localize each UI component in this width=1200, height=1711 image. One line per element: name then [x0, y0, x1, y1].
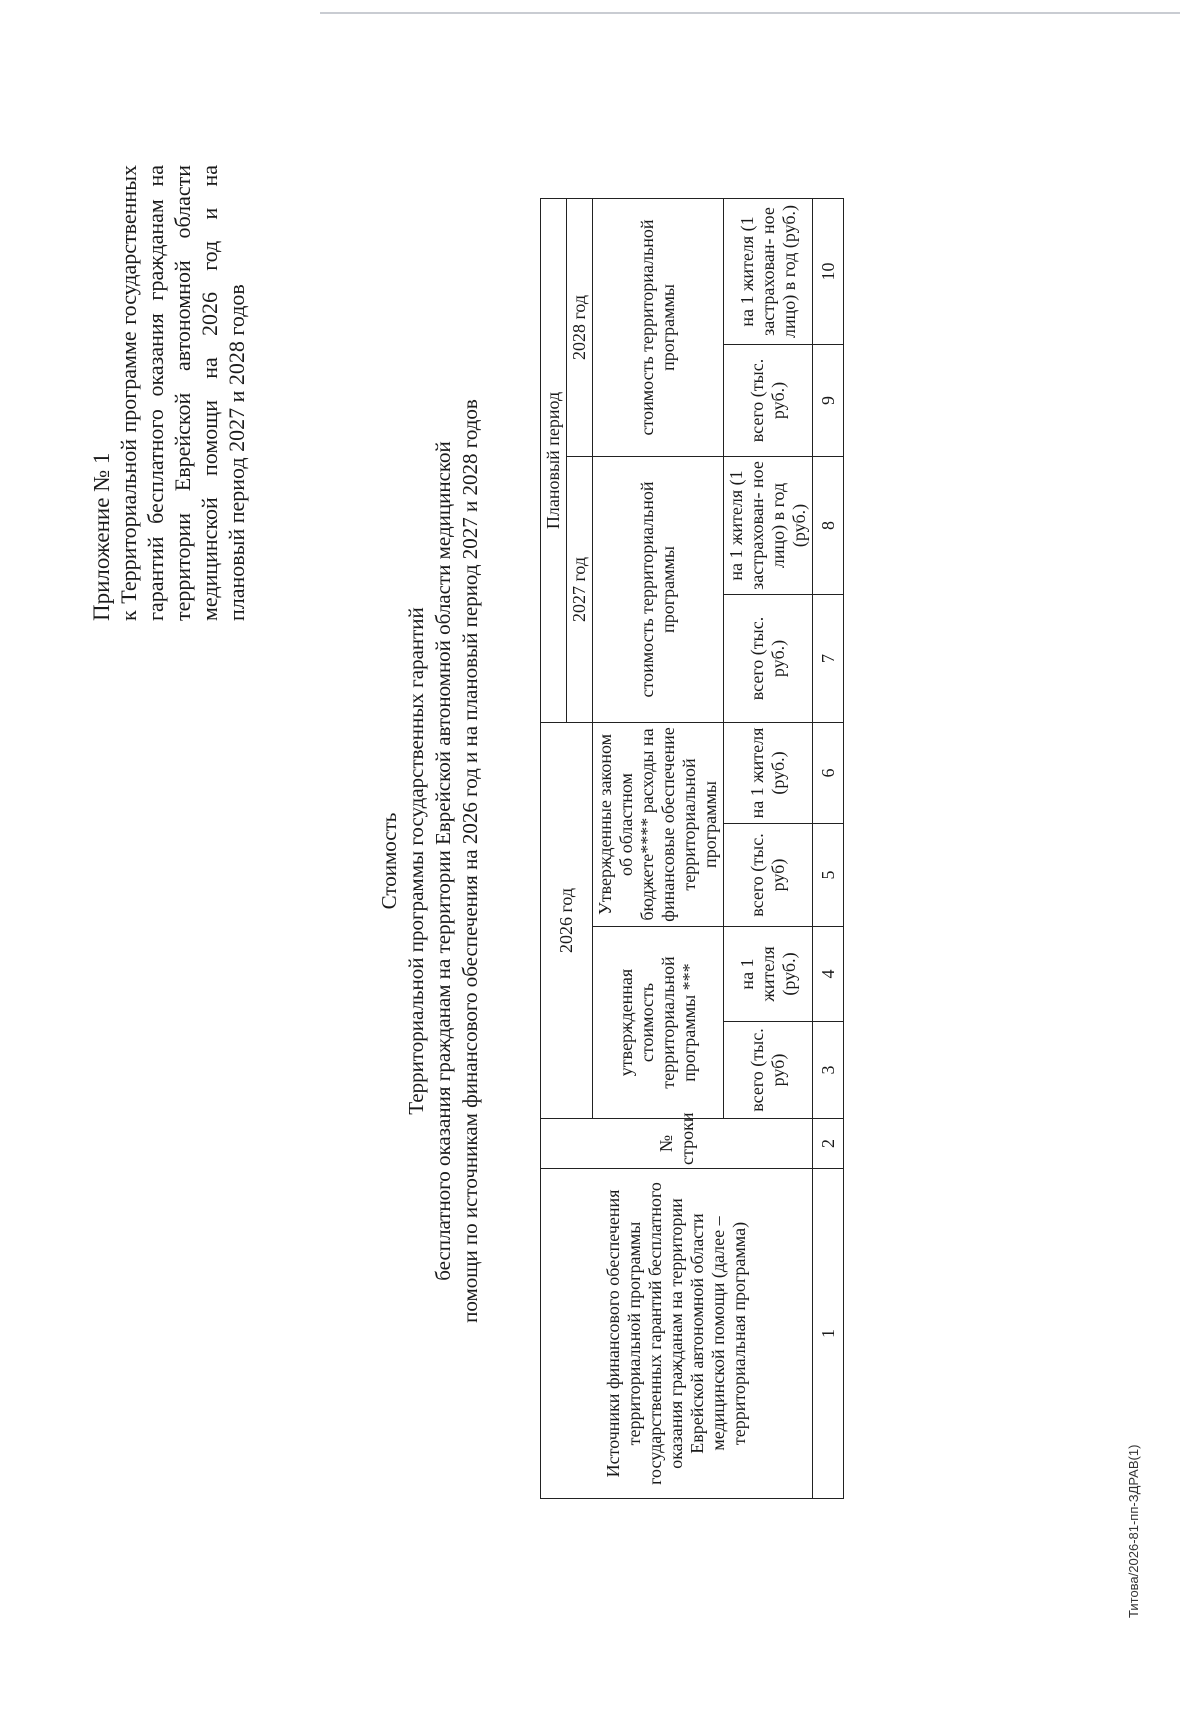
- header-year-2028: 2028 год: [567, 198, 593, 456]
- column-number: 2: [813, 1119, 844, 1169]
- column-number: 8: [813, 456, 844, 594]
- column-number: 9: [813, 344, 844, 456]
- column-number: 5: [813, 824, 844, 927]
- header-col-8: на 1 жителя (1 застрахован- ное лицо) в год (руб.): [724, 456, 813, 594]
- cost-table: [540, 198, 844, 1499]
- header-col-9: всего (тыс. руб.): [724, 344, 813, 456]
- column-number-row: [813, 198, 844, 1498]
- header-col-3: всего (тыс. руб): [724, 1022, 813, 1119]
- header-col-5: всего (тыс. руб): [724, 824, 813, 927]
- header-cost-2028: стоимость территориальной программы: [593, 198, 724, 456]
- header-col-6: на 1 жителя (руб.): [724, 722, 813, 823]
- header-planning-period: Плановый период: [541, 198, 567, 722]
- title-line-4: помощи по источникам финансового обеспечения на 2026 год и на плановый период 2027 и 2028 годов: [458, 399, 482, 1323]
- appendix-title: Приложение № 1: [89, 452, 114, 621]
- column-number: 7: [813, 594, 844, 722]
- header-source: Источники финансового обеспечения территориальной программы государственных гарантий бесплатного оказания гражданам на территории Еврейской автономной области медицинской помощи (далее – территориальная программа): [541, 1169, 813, 1499]
- header-approved-cost: утвержденная стоимость территориальной программы ***: [593, 927, 724, 1119]
- title-line-2: Территориальной программы государственных гарантий: [404, 607, 428, 1115]
- header-year-2026: 2026 год: [541, 722, 593, 1118]
- column-number: 1: [813, 1169, 844, 1499]
- header-cost-2027: стоимость территориальной программы: [593, 456, 724, 722]
- column-number: 10: [813, 198, 844, 344]
- title-line-1: Стоимость: [377, 812, 401, 910]
- appendix-block: [88, 165, 250, 621]
- header-col-7: всего (тыс. руб.): [724, 594, 813, 722]
- header-row-number: № строки: [541, 1119, 813, 1169]
- column-number: 3: [813, 1022, 844, 1119]
- column-number: 6: [813, 722, 844, 823]
- header-approved-by-law: Утвержденные законом об областном бюджете**** расходы на финансовые обеспечение территориальной программы: [593, 722, 724, 926]
- document-code: Титова/2026-81-пп-ЗДРАВ(1): [1126, 1444, 1141, 1618]
- header-col-4: на 1 жителя (руб.): [724, 927, 813, 1022]
- appendix-body: к Территориальной программе государственных гарантий бесплатного оказания гражданам на территории Еврейской автономной области медицинской помощи на 2026 год и на плановый период 2027 и 2028 годов: [116, 165, 249, 621]
- header-col-10: на 1 жителя (1 застрахован- ное лицо) в год (руб.): [724, 198, 813, 344]
- column-number: 4: [813, 927, 844, 1022]
- header-year-2027: 2027 год: [567, 456, 593, 722]
- document-title: [376, 201, 484, 1521]
- title-line-3: бесплатного оказания гражданам на территории Еврейской автономной области медицинской: [431, 441, 455, 1281]
